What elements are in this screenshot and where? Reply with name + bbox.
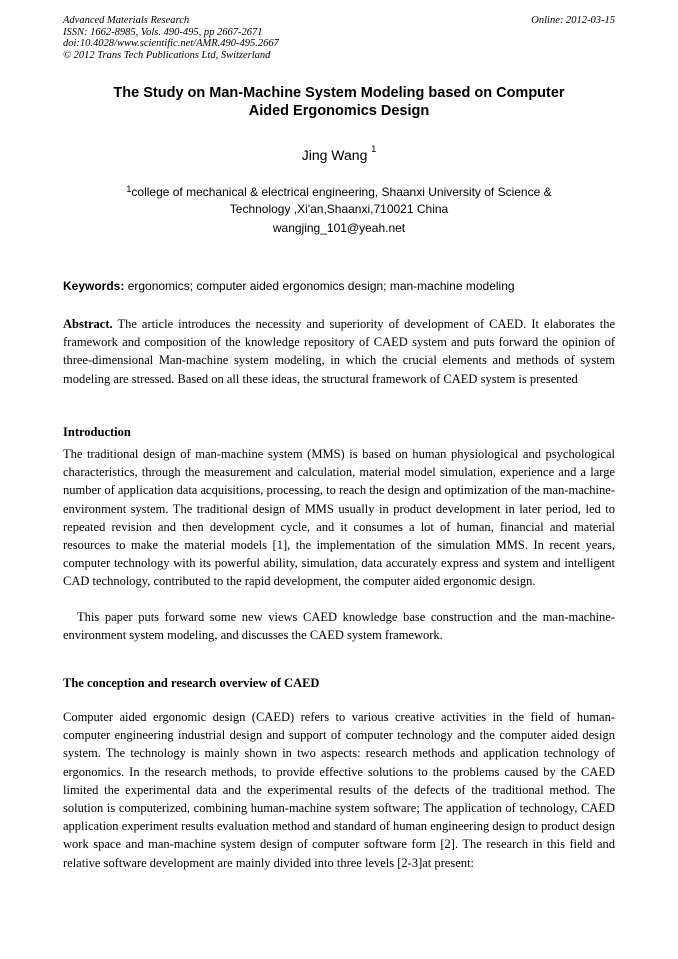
introduction-paragraph-1: The traditional design of man-machine system (MMS) is based on human physiological and psychological characteristics, through the measurement and calculation, material model simulation, experience and a large number of application data acquisitions, processing, to reach the design and optimization of the man-machine-environment system. The traditional design of MMS usually in product development in later period, led to repeated revision and then development cycle, and it consumes a lot of human, financial and material resources to make the material models [1], the implementation of the simulation MMS. In recent years, computer technology with its powerful ability, simulation, data accurately express and system and intelligent CAD technology, contributed to the rapid development, the computer aided ergonomic design. <box>63 447 615 589</box>
caed-section-paragraph-1: Computer aided ergonomic design (CAED) refers to various creative activities in the field of human-computer engineering industrial design and support of computer technology and the computer aided design system. The technology is mainly shown in two aspects: research methods and application technology of ergonomics. In the research methods, to provide effective solutions to the problems caused by the CAED limited the experimental data and the experimental results of the defects of the traditional method. The solution is computerized, combining human-machine system software; The application of technology, CAED application experiment results evaluation method and standard of human engineering design to product design work space and man-machine system design of computer software form [2]. The research in this field and relative software development are mainly divided into three levels [2-3]at present: <box>63 710 615 870</box>
abstract-label: Abstract. <box>63 317 113 331</box>
abstract <box>63 315 615 388</box>
introduction-paragraph-2: This paper puts forward some new views CAED knowledge base construction and the man-machine-environment system modeling, and discusses the CAED system framework. <box>63 610 615 643</box>
keywords-text: ergonomics; computer aided ergonomics design; man-machine modeling <box>124 279 515 293</box>
author-name: Jing Wang <box>301 147 368 163</box>
issn-line: ISSN: 1662-8985, Vols. 490-495, pp 2667-2671 <box>63 26 263 38</box>
online-date: Online: 2012-03-15 <box>531 15 615 26</box>
affiliation-line-1: college of mechanical & electrical engineering, Shaanxi University of Science & <box>131 185 552 199</box>
author-email: wangjing_101@yeah.net <box>272 221 406 235</box>
affiliation-line-2: Technology ,Xi'an,Shaanxi,710021 China <box>229 202 449 216</box>
journal-name: Advanced Materials Research <box>63 15 190 26</box>
keywords-label: Keywords: <box>63 279 125 293</box>
copyright-line: © 2012 Trans Tech Publications Ltd, Switzerland <box>63 49 271 61</box>
keywords <box>63 279 615 293</box>
author-line <box>63 144 615 163</box>
affiliation <box>63 184 615 218</box>
affiliation-superscript: 1 <box>126 184 132 194</box>
title-line-1: The Study on Man-Machine System Modeling based on Computer <box>113 85 565 101</box>
paper-title <box>63 84 615 120</box>
abstract-text: The article introduces the necessity and superiority of development of CAED. It elaborates the framework and composition of the knowledge repository of CAED system and puts forward the opinion of three-dimensional Man-machine system modeling, in which the crucial elements and methods of system modeling are stressed. Based on all these ideas, the structural framework of CAED system is presented <box>63 317 615 386</box>
author-superscript: 1 <box>371 144 377 154</box>
doi-line: doi:10.4028/www.scientific.net/AMR.490-495.2667 <box>63 38 279 49</box>
introduction-heading: Introduction <box>63 425 131 439</box>
caed-section-heading: The conception and research overview of CAED <box>63 676 320 690</box>
title-line-2: Aided Ergonomics Design <box>248 103 430 119</box>
journal-info-block <box>63 15 279 61</box>
